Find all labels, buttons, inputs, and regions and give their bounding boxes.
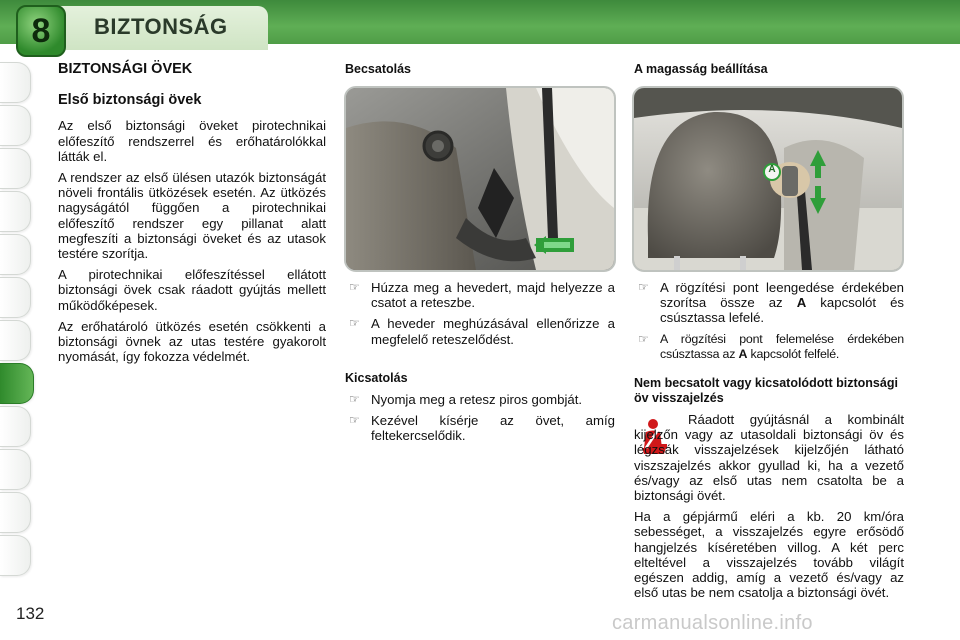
unfastening-heading: Kicsatolás xyxy=(345,370,408,385)
paragraph: Az erőhatároló ütközés esetén csökkenti a biztonsági övnek az utas testére gyakorolt nyomását, így fokozza védelmét. xyxy=(58,318,326,365)
chapter-tab-8-active[interactable] xyxy=(0,363,34,404)
left-column xyxy=(58,62,326,370)
warning-text-area xyxy=(634,412,904,606)
right-column-heading-area xyxy=(634,62,904,77)
unfastening-list xyxy=(345,392,615,444)
fastening-list-area xyxy=(345,280,615,450)
height-adjust-heading: A magasság beállítása xyxy=(634,62,768,76)
paragraph: A pirotechnikai előfeszítéssel ellátott biztonsági övek csak ráadott gyújtás mellett működőképesek. xyxy=(58,267,326,313)
fastening-list xyxy=(345,280,615,347)
chapter-tab-6[interactable] xyxy=(0,277,31,318)
watermark: carmanualsonline.info xyxy=(612,612,813,634)
chapter-badge: 8 xyxy=(16,5,66,57)
list-item: ☞ A heveder meghúzásával ellenőrizze a megfelelő reteszelődést. xyxy=(349,316,615,347)
section-heading: BIZTONSÁGI ÖVEK xyxy=(58,61,193,77)
pointing-hand-icon: ☞ xyxy=(349,413,360,428)
seat-belt-buckle-illustration xyxy=(344,86,616,272)
middle-column-heading-area xyxy=(345,62,615,77)
chapter-tab-9[interactable] xyxy=(0,406,31,447)
chapter-tab-1[interactable] xyxy=(0,62,31,103)
chapter-tab-3[interactable] xyxy=(0,148,31,189)
page-number: 132 xyxy=(16,604,45,623)
paragraph: A rendszer az első ülésen utazók biztonságát növeli frontális ütközések esetén. Az ütközés nagyságától függően a pirotechnikai előfeszítő rendszer egy pillanat alatt megfeszíti a biztonsági öveket és az utasok testére szorítja. xyxy=(58,170,326,262)
list-item: ☞ A rögzítési pont felemelése érdekében csúsztassa az A kapcsolót felfelé. xyxy=(638,331,904,361)
section-subheading: Első biztonsági övek xyxy=(58,92,202,109)
chapter-tab-11[interactable] xyxy=(0,492,31,533)
chapter-tabs xyxy=(0,62,34,578)
height-list-area xyxy=(634,280,904,368)
pointing-hand-icon: ☞ xyxy=(349,392,360,407)
chapter-tab-5[interactable] xyxy=(0,234,31,275)
pointing-hand-icon: ☞ xyxy=(349,316,360,331)
buckle-illustration-svg xyxy=(346,88,614,270)
list-item: ☞ Húzza meg a hevedert, majd helyezze a csatot a reteszbe. xyxy=(349,280,615,311)
list-item: ☞ A rögzítési pont leengedése érdekében szorítsa össze az A kapcsolót és csúsztassa lefelé. xyxy=(638,280,904,326)
pointing-hand-icon: ☞ xyxy=(638,280,649,294)
chapter-tab-2[interactable] xyxy=(0,105,31,146)
paragraph: Ráadott gyújtásnál a kombinált kijelzőn vagy az utasoldali biztonsági öv és légzsák visszajelzések kijelzőjén látható viszszajelzés akkor gyullad ki, ha a vezető és/vagy az első utas nem csatolta be a biztonsági övét. xyxy=(634,412,904,504)
page-title: BIZTONSÁG xyxy=(94,14,228,39)
paragraph: Ha a gépjármű eléri a kb. 20 km/óra sebességet, a visszajelzés egyre erősödő hangjelzés kíséretében villog. A két perc elteltével a visszajelzés tovább világít egészen addig, amíg a vezető és/vagy az első utas be nem csatolja a biztonsági övét. xyxy=(634,509,904,601)
warning-heading: Nem becsatolt vagy kicsatolódott biztonsági öv visszajelzés xyxy=(634,376,898,406)
pointing-hand-icon: ☞ xyxy=(638,331,649,346)
callout-label-a: A xyxy=(768,164,776,175)
list-item: ☞ Kezével kísérje az övet, amíg feltekercselődik. xyxy=(349,413,615,444)
height-adjust-list xyxy=(634,280,904,362)
height-illustration-svg xyxy=(634,88,902,270)
belt-height-illustration xyxy=(632,86,904,272)
fastening-heading: Becsatolás xyxy=(345,62,412,76)
chapter-tab-4[interactable] xyxy=(0,191,31,232)
pointing-hand-icon: ☞ xyxy=(349,280,360,294)
paragraph: Az első biztonsági öveket pirotechnikai előfeszítő rendszerrel és erőhatárolókkal látták el. xyxy=(58,118,326,164)
chapter-tab-12[interactable] xyxy=(0,535,31,576)
chapter-tab-7[interactable] xyxy=(0,320,31,361)
warning-heading-area xyxy=(634,376,904,406)
list-item: ☞ Nyomja meg a retesz piros gombját. xyxy=(349,392,583,408)
chapter-tab-10[interactable] xyxy=(0,449,31,490)
